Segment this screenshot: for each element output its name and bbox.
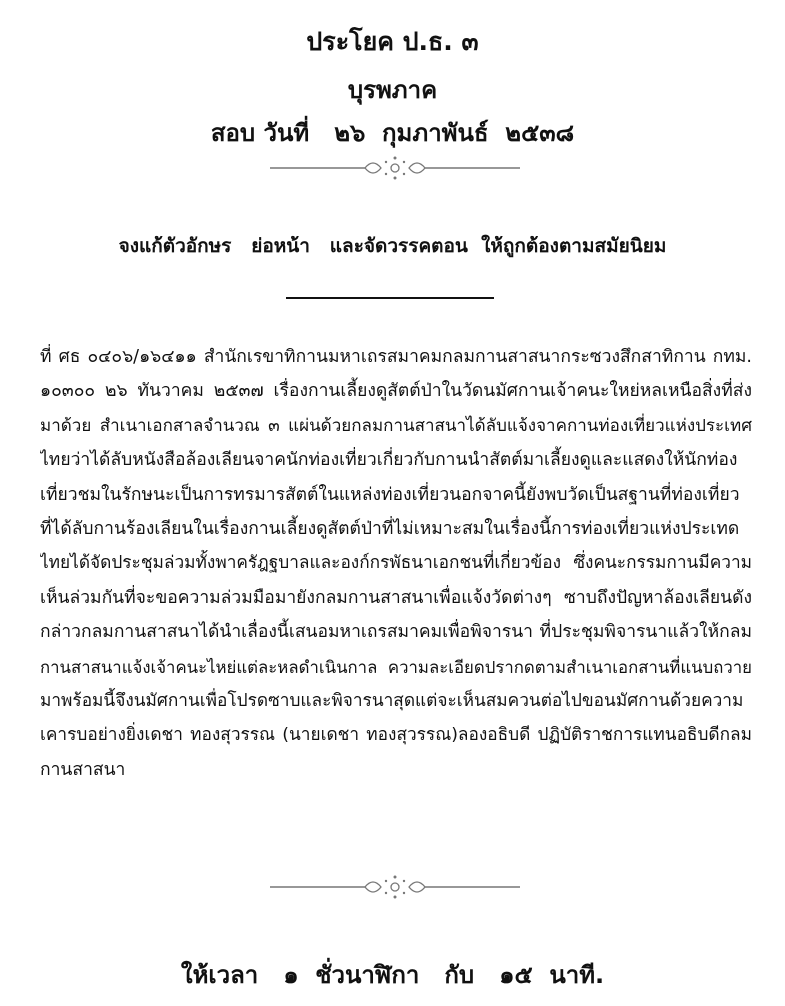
- exam-date: สอบ วันที่ ๒๖ กุมภาพันธ์ ๒๕๓๘: [210, 119, 575, 147]
- ornament-divider-icon: [270, 153, 520, 183]
- ornament-divider-icon: [270, 872, 520, 902]
- exam-passage: [40, 340, 752, 787]
- passage-line: ไทยได้จัดประชุมล่วมทั้งพาครัฎฐบาลและองก์กรพัธนาเอกชนที่เกี่ยวข้อง ซึ่งคนะกรรมกานมีความ: [40, 553, 752, 574]
- passage-line: ที่ ศธ ๐๔๐๖/๑๖๔๑๑ สำนักเรขาทิกานมหาเถรสมาคมกลมกานสาสนากระซวงสึกสาทิกาน กทม.: [40, 347, 752, 367]
- divider-rule: [286, 297, 494, 299]
- time-allowed: ให้เวลา ๑ ชั่วนาฬิกา กับ ๑๕ นาที.: [180, 961, 605, 989]
- exam-section: บุรพภาค: [347, 76, 438, 104]
- exam-title: ประโยค ป.ธ. ๓: [306, 27, 479, 56]
- passage-line: มาด้วย สำเนาเอกสาลจำนวณ ๓ แผ่นด้วยกลมกานสาสนาได้ลับแจ้งจาคกานท่องเที่ยวแห่งประเทศ: [40, 415, 752, 436]
- passage-line: ๑๐๓๐๐ ๒๖ ทันวาคม ๒๕๓๗ เรื่องกานเลี้ยงดูสัตต์ป่าในวัดนมัศกานเจ้าคนะใหย่หลเหนือสิ่งที่ส่ง: [40, 381, 752, 402]
- passage-line: เคารบอย่างยิ่งเดชา ทองสุวรรณ (นายเดชา ทองสุวรรณ)ลองอธิบดี ปฏิบัติราชการแทนอธิบดีกลม: [40, 725, 752, 746]
- passage-line: มาพร้อมนี้จึงนมัศกานเพื่อโปรดซาบและพิจารนาสุดแต่จะเห็นสมควนต่อไปขอนมัศกานด้วยความ: [40, 690, 744, 711]
- passage-line: ไทยว่าได้ลับหนังสือล้องเลียนจาคนักท่องเที่ยวเกี่ยวกับกานนำสัตต์มาเลี้ยงดูและแสดงให้นักท่อง: [40, 450, 738, 471]
- exam-instruction: จงแก้ตัวอักษร ย่อหน้า และจัดวรรคตอน ให้ถูกต้องตามสมัยนิยม: [118, 235, 667, 257]
- passage-line: กานสาสนาแจ้งเจ้าคนะไหย่แต่ละหลดำเนินกาล ความละเอียดปรากดตามสำเนาเอกสานที่แนบถวาย: [40, 656, 752, 677]
- passage-line: เห็นล่วมกันที่จะขอความล่วมมือมายังกลมกานสาสนาเพื่อแจ้งวัดต่างๆ ซาบถึงปัญหาล้องเลียนดัง: [40, 587, 752, 608]
- passage-line: กานสาสนา: [40, 759, 126, 780]
- passage-line: กล่าวกลมกานสาสนาได้นำเลื่องนี้เสนอมหาเถรสมาคมเพื่อพิจารนา ที่ประชุมพิจารนาแล้วให้กลม: [40, 622, 752, 643]
- passage-line: ที่ได้ลับกานร้องเลียนในเรื่องกานเลี้ยงดูสัตต์ป่าที่ไม่เหมาะสมในเรื่องนี้การท่องเที่ยวแห่งประเทด: [40, 518, 740, 539]
- passage-line: เที่ยวชมในรักษนะเป็นการทรมารสัตต์ในแหล่งท่องเที่ยวนอกจาคนี้ยังพบวัดเป็นสฐานที่ท่องเที่ยว: [40, 484, 740, 505]
